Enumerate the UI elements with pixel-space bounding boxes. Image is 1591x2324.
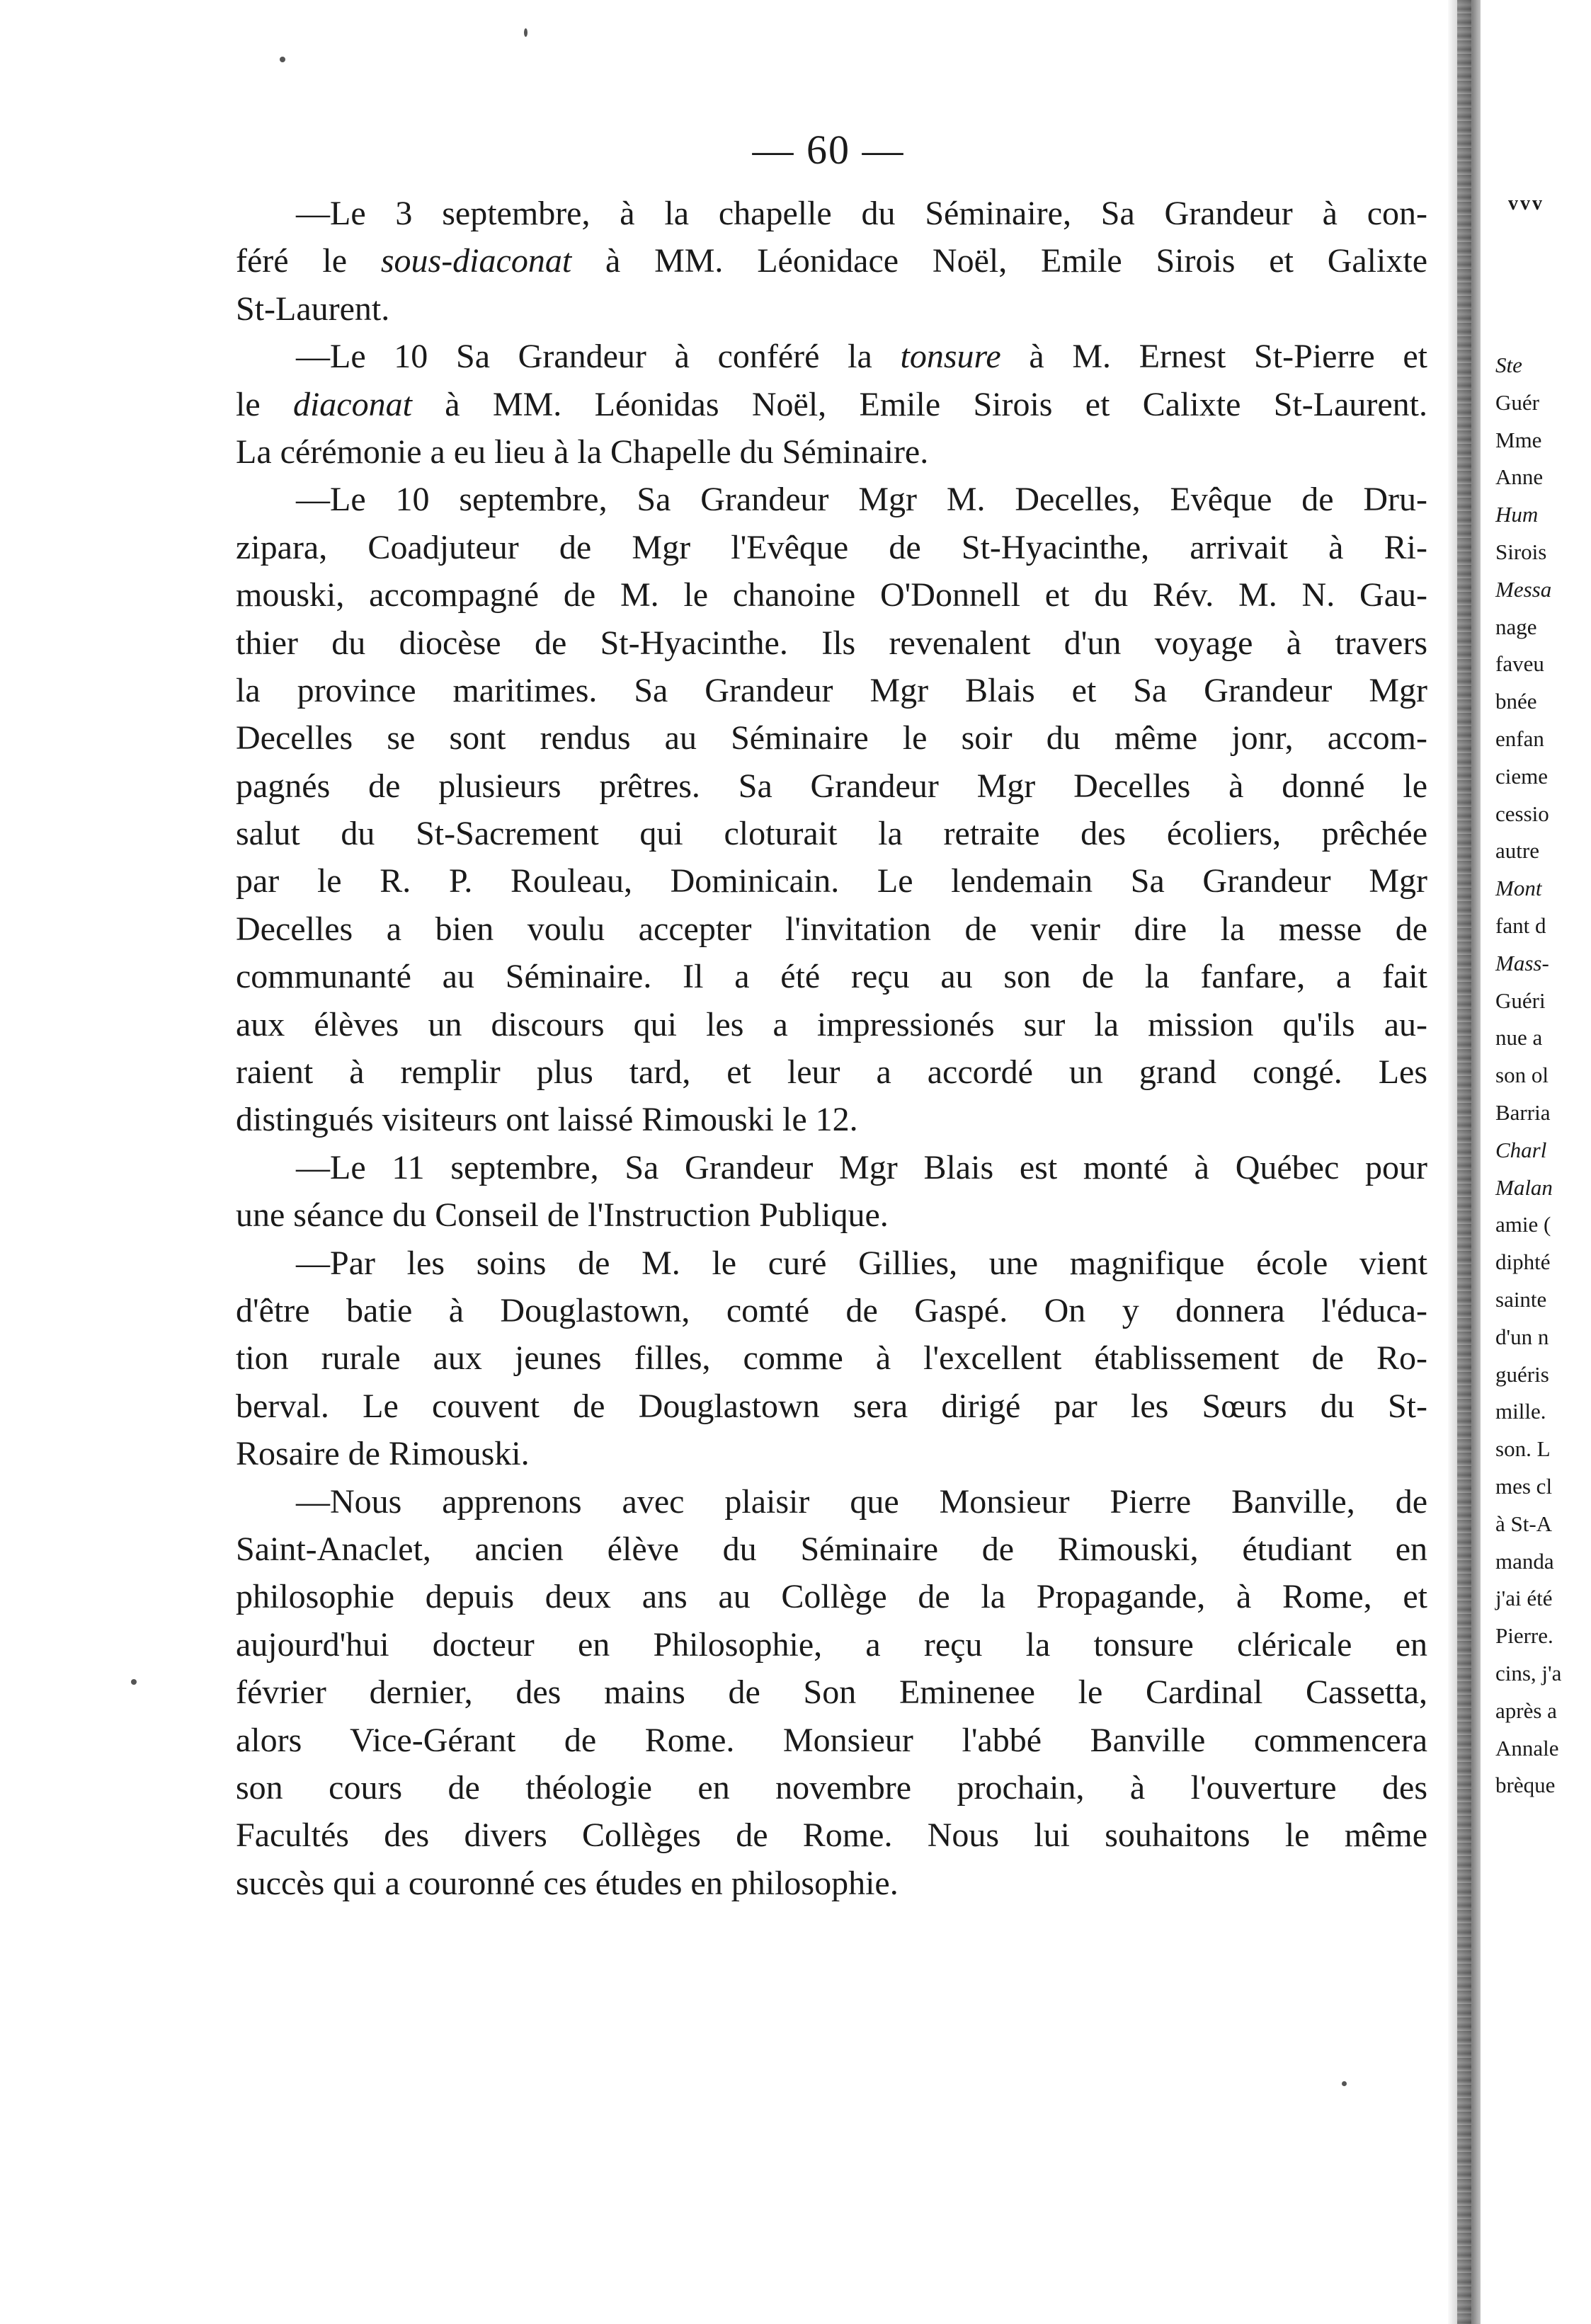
facing-page-fragment: Sirois: [1495, 539, 1547, 564]
scan-speck: [1342, 2081, 1347, 2086]
facing-page-fragment: fant d: [1495, 913, 1546, 938]
facing-page-fragment: Guéri: [1495, 988, 1546, 1013]
facing-page-fragment: bnée: [1495, 689, 1537, 714]
facing-page-fragment: d'un n: [1495, 1324, 1549, 1349]
text-line: Facultés des divers Collèges de Rome. Nous lui souhaitons le même: [236, 1816, 1427, 1855]
text-line: Saint-Anaclet, ancien élève du Séminaire de Rimouski, étudiant en: [236, 1530, 1427, 1568]
text-line: son cours de théologie en novembre prochain, à l'ouverture des: [236, 1768, 1427, 1807]
facing-page-fragment: son ol: [1495, 1063, 1549, 1088]
facing-page-fragment: mille.: [1495, 1399, 1546, 1424]
article-body: [236, 190, 1427, 1907]
facing-page-fragment: Mont: [1495, 876, 1542, 901]
text-line: la province maritimes. Sa Grandeur Mgr Blais et Sa Grandeur Mgr: [236, 671, 1427, 709]
text-line: mouski, accompagné de M. le chanoine O'Donnell et du Rév. M. N. Gau-: [236, 576, 1427, 614]
text-line: Rosaire de Rimouski.: [236, 1435, 530, 1473]
facing-page-fragment: Hum: [1495, 502, 1539, 527]
text-line: —Le 3 septembre, à la chapelle du Séminaire, Sa Grandeur à con-: [296, 195, 1427, 232]
facing-page-fragment: son. L: [1495, 1436, 1551, 1462]
text-line: thier du diocèse de St-Hyacinthe. Ils revenalent d'un voyage à travers: [236, 624, 1427, 662]
scan-speck: [280, 57, 285, 62]
text-line: Decelles a bien voulu accepter l'invitation de venir dire la messe de: [236, 910, 1427, 948]
facing-page-fragment: Anne: [1495, 464, 1544, 490]
text-line: —Le 11 septembre, Sa Grandeur Mgr Blais est monté à Québec pour: [296, 1148, 1427, 1186]
facing-page-fragment: Guér: [1495, 389, 1539, 415]
facing-page-fragment: mes cl: [1495, 1474, 1553, 1499]
facing-page-fragment: guéris: [1495, 1361, 1549, 1387]
scan-speck: [131, 1679, 137, 1685]
text-line: le diaconat à MM. Léonidas Noël, Emile Sirois et Calixte St-Laurent.: [236, 385, 1427, 423]
facing-page-fragment: faveu: [1495, 651, 1544, 677]
text-line: féré le sous-diaconat à MM. Léonidace Noël, Emile Sirois et Galixte: [236, 242, 1427, 280]
facing-page-fragment: Charl: [1495, 1137, 1547, 1162]
text-line: février dernier, des mains de Son Eminenee le Cardinal Cassetta,: [236, 1673, 1427, 1712]
text-line: tion rurale aux jeunes filles, comme à l'excellent établissement de Ro-: [236, 1339, 1427, 1378]
text-line: La cérémonie a eu lieu à la Chapelle du Séminaire.: [236, 433, 929, 471]
text-line: une séance du Conseil de l'Instruction Publique.: [236, 1196, 889, 1235]
scan-speck: [524, 28, 528, 37]
text-line: aujourd'hui docteur en Philosophie, a reçu la tonsure cléricale en: [236, 1625, 1427, 1664]
facing-page-fragment: enfan: [1495, 726, 1544, 751]
facing-page-fragment: nage: [1495, 614, 1537, 639]
facing-page-fragment: cieme: [1495, 763, 1549, 789]
text-line: Decelles se sont rendus au Séminaire le soir du même jonr, accom-: [236, 719, 1427, 757]
facing-page-fragment: cessio: [1495, 801, 1549, 826]
text-line: —Par les soins de M. le curé Gillies, une magnifique école vient: [296, 1244, 1427, 1282]
text-line: St-Laurent.: [236, 290, 390, 328]
text-line: communanté au Séminaire. Il a été reçu au son de la fanfare, a fait: [236, 958, 1427, 996]
text-line: zipara, Coadjuteur de Mgr l'Evêque de St-Hyacinthe, arrivait à Ri-: [236, 528, 1427, 566]
facing-page-fragment: brèque: [1495, 1773, 1556, 1798]
text-line: d'être batie à Douglastown, comté de Gaspé. On y donnera l'éduca-: [236, 1291, 1427, 1329]
text-line: raient à remplir plus tard, et leur a accordé un grand congé. Les: [236, 1053, 1427, 1092]
text-line: philosophie depuis deux ans au Collège de la Propagande, à Rome, et: [236, 1578, 1427, 1616]
book-gutter: [1457, 0, 1471, 2324]
text-line: —Nous apprenons avec plaisir que Monsieur Pierre Banville, de: [296, 1482, 1427, 1521]
facing-page-fragment: Annale: [1495, 1735, 1559, 1761]
facing-page-ornament: vvv: [1508, 193, 1544, 214]
facing-page-fragment: Mme: [1495, 427, 1542, 452]
page-number: — 60 —: [752, 127, 905, 173]
facing-page-fragment: Mass-: [1495, 950, 1549, 975]
text-line: par le R. P. Rouleau, Dominicain. Le lendemain Sa Grandeur Mgr: [236, 862, 1427, 900]
facing-page-fragment: Barria: [1495, 1100, 1551, 1125]
facing-page-fragment: j'ai été: [1495, 1586, 1553, 1611]
text-line: —Le 10 Sa Grandeur à conféré la tonsure à M. Ernest St-Pierre et: [296, 338, 1427, 376]
text-line: distingués visiteurs ont laissé Rimouski le 12.: [236, 1101, 858, 1139]
facing-page-fragment: manda: [1495, 1548, 1554, 1574]
text-line: berval. Le couvent de Douglastown sera dirigé par les Sœurs du St-: [236, 1387, 1427, 1425]
facing-page-fragment: à St-A: [1495, 1511, 1553, 1536]
text-line: salut du St-Sacrement qui cloturait la retraite des écoliers, prêchée: [236, 815, 1427, 853]
text-line: pagnés de plusieurs prêtres. Sa Grandeur Mgr Decelles à donné le: [236, 767, 1427, 805]
facing-page-fragment: sainte: [1495, 1287, 1547, 1312]
facing-page-fragment: autre: [1495, 838, 1539, 864]
facing-page-fragment: amie (: [1495, 1212, 1551, 1237]
facing-page-fragment: diphté: [1495, 1249, 1551, 1275]
facing-page-fragment: cins, j'a: [1495, 1661, 1562, 1685]
facing-page-fragment: Ste: [1495, 353, 1522, 377]
text-line: succès qui a couronné ces études en philosophie.: [236, 1864, 899, 1902]
text-line: —Le 10 septembre, Sa Grandeur Mgr M. Decelles, Evêque de Dru-: [296, 481, 1427, 519]
facing-page-margin: [1487, 0, 1591, 2324]
facing-page-fragment: nue a: [1495, 1025, 1543, 1051]
text-line: aux élèves un discours qui les a impressionés sur la mission qu'ils au-: [236, 1005, 1427, 1043]
facing-page-fragment: Messa: [1495, 576, 1552, 602]
text-line: alors Vice-Gérant de Rome. Monsieur l'abbé Banville commencera: [236, 1721, 1427, 1759]
facing-page-fragment: Pierre.: [1495, 1623, 1553, 1649]
facing-page-fragment: après a: [1495, 1698, 1557, 1723]
facing-page-fragment: Malan: [1495, 1174, 1553, 1200]
